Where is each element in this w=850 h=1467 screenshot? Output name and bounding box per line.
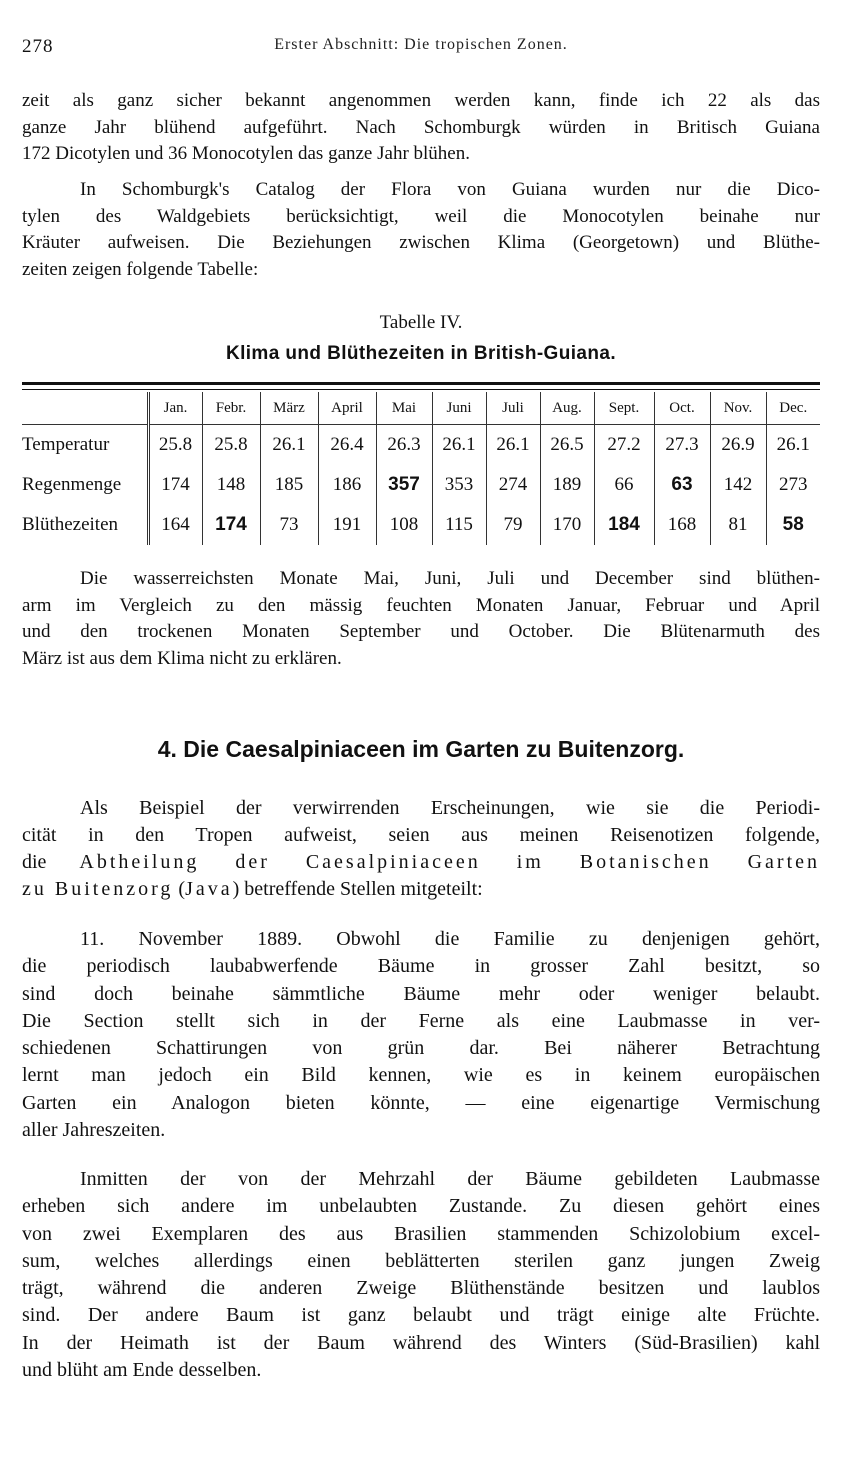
text-line xyxy=(22,876,820,903)
text-line: Inmitten der von der Mehrzahl der Bäume gebildeten Laubmasse xyxy=(80,1168,820,1190)
month-header: Juli xyxy=(486,392,540,425)
table-cell: 73 xyxy=(260,505,318,545)
text-line: tylen des Waldgebiets berücksichtigt, weil die Monocotylen beinahe nur xyxy=(22,205,820,227)
table-cell: 26.1 xyxy=(432,425,486,466)
text-line xyxy=(22,849,820,876)
text-segment: die xyxy=(22,851,80,873)
table-cell-highlight: 63 xyxy=(654,465,710,505)
text-line: trägt, während die anderen Zweige Blüthenstände besitzen und laublos xyxy=(22,1277,820,1300)
table-cell: 170 xyxy=(540,505,594,545)
month-header: Jan. xyxy=(148,392,202,425)
climate-table xyxy=(22,392,820,545)
table-cell: 26.1 xyxy=(260,425,318,466)
text-line: März ist aus dem Klima nicht zu erklären. xyxy=(22,647,342,669)
table-cell: 26.4 xyxy=(318,425,376,466)
table-header-row xyxy=(22,392,820,425)
text-line: ganze Jahr blühend aufgeführt. Nach Schomburgk würden in Britisch Guiana xyxy=(22,116,820,138)
schomburgk-paragraph xyxy=(22,177,820,283)
section-paragraph-2 xyxy=(22,926,820,1144)
row-label: Blüthezeiten xyxy=(22,505,148,545)
month-header: April xyxy=(318,392,376,425)
text-line: erheben sich andere im unbelaubten Zustande. Zu diesen gehört eines xyxy=(22,1195,820,1218)
section-paragraph-1 xyxy=(22,795,820,903)
month-header: Oct. xyxy=(654,392,710,425)
table-cell: 191 xyxy=(318,505,376,545)
text-line: In Schomburgk's Catalog der Flora von Guiana wurden nur die Dico- xyxy=(80,179,820,200)
row-label: Regenmenge xyxy=(22,465,148,505)
table-row-regenmenge xyxy=(22,465,820,505)
text-line: Kräuter aufweisen. Die Beziehungen zwischen Klima (Georgetown) und Blüthe- xyxy=(22,232,820,253)
table-cell: 148 xyxy=(202,465,260,505)
text-line: Die Section stellt sich in der Ferne als eine Laubmasse in ver- xyxy=(22,1009,820,1032)
text-line: lernt man jedoch ein Bild kennen, wie es in keinem europäischen xyxy=(22,1064,820,1087)
table-cell: 186 xyxy=(318,465,376,505)
table-cell: 108 xyxy=(376,505,432,545)
text-line: Garten ein Analogon bieten könnte, — eine eigenartige Vermischung xyxy=(22,1091,820,1114)
table-cell-highlight: 357 xyxy=(376,465,432,505)
text-line: und den trockenen Monaten September und October. Die Blütenarmuth des xyxy=(22,621,820,642)
text-segment: ) betreffende Stellen mitgeteilt: xyxy=(232,878,483,900)
table-cell: 26.5 xyxy=(540,425,594,466)
text-line: arm im Vergleich zu den mässig feuchten Monaten Januar, Februar und April xyxy=(22,594,820,616)
text-line: 172 Dicotylen und 36 Monocotylen das ganze Jahr blühen. xyxy=(22,143,470,164)
table-title: Klima und Blüthezeiten in British-Guiana. xyxy=(225,343,617,364)
table-cell: 353 xyxy=(432,465,486,505)
table-cell: 185 xyxy=(260,465,318,505)
table-cell: 274 xyxy=(486,465,540,505)
text-line: Die wasserreichsten Monate Mai, Juni, Juli und December sind blüthen- xyxy=(80,568,820,589)
month-header: Nov. xyxy=(710,392,766,425)
text-line: sind. Der andere Baum ist ganz belaubt und trägt einige alte Früchte. xyxy=(22,1304,820,1327)
intro-paragraph xyxy=(22,88,820,168)
spaced-text: zu Buitenzorg xyxy=(22,878,174,900)
table-corner xyxy=(22,392,148,425)
month-header: März xyxy=(260,392,318,425)
table-cell: 79 xyxy=(486,505,540,545)
section-paragraph-3 xyxy=(22,1166,820,1384)
month-header: Febr. xyxy=(202,392,260,425)
table-caption: Tabelle IV. xyxy=(379,312,463,333)
table-cell: 81 xyxy=(710,505,766,545)
page-number: 278 xyxy=(22,36,54,57)
table-cell: 142 xyxy=(710,465,766,505)
running-title: Erster Abschnitt: Die tropischen Zonen. xyxy=(274,36,568,53)
table-cell: 27.2 xyxy=(594,425,654,466)
page-header xyxy=(22,36,820,60)
text-line: In der Heimath ist der Baum während des Winters (Süd-Brasilien) kahl xyxy=(22,1331,820,1354)
table-cell: 174 xyxy=(148,465,202,505)
text-line: schiedenen Schattirungen von grün dar. Bei näherer Betrachtung xyxy=(22,1037,820,1060)
table-cell: 168 xyxy=(654,505,710,545)
table-cell-highlight: 174 xyxy=(202,505,260,545)
text-line: 11. November 1889. Obwohl die Familie zu denjenigen gehört, xyxy=(80,928,820,950)
text-line: und blüht am Ende desselben. xyxy=(22,1359,262,1382)
table-cell: 25.8 xyxy=(148,425,202,466)
table-cell-highlight: 58 xyxy=(766,505,820,545)
month-header: Dec. xyxy=(766,392,820,425)
spaced-text: Java xyxy=(185,878,233,900)
month-header: Aug. xyxy=(540,392,594,425)
spaced-text: Abtheilung der Caesalpiniaceen im Botanischen Garten xyxy=(79,851,820,873)
table-top-rule xyxy=(22,382,820,385)
text-line: cität in den Tropen aufweist, seien aus meinen Reisenotizen folgende, xyxy=(22,824,820,846)
month-header: Juni xyxy=(432,392,486,425)
text-line: aller Jahreszeiten. xyxy=(22,1119,166,1142)
text-line: von zwei Exemplaren des aus Brasilien stammenden Schizolobium excel- xyxy=(22,1222,820,1245)
text-line: die periodisch laubabwerfende Bäume in grosser Zahl besitzt, so xyxy=(22,955,820,978)
table-cell: 27.3 xyxy=(654,425,710,466)
table-cell: 189 xyxy=(540,465,594,505)
after-table-paragraph xyxy=(22,566,820,672)
table-top-rule-thin xyxy=(22,389,820,390)
text-segment: ( xyxy=(173,878,186,900)
table-cell: 26.9 xyxy=(710,425,766,466)
table-cell: 164 xyxy=(148,505,202,545)
table-cell: 115 xyxy=(432,505,486,545)
table-row-temperatur xyxy=(22,425,820,466)
table-cell: 66 xyxy=(594,465,654,505)
table-cell: 25.8 xyxy=(202,425,260,466)
section-heading: 4. Die Caesalpiniaceen im Garten zu Buitenzorg. xyxy=(157,736,685,762)
month-header: Mai xyxy=(376,392,432,425)
table-cell: 26.1 xyxy=(766,425,820,466)
text-line: zeiten zeigen folgende Tabelle: xyxy=(22,258,259,280)
table-cell: 26.1 xyxy=(486,425,540,466)
text-line: Als Beispiel der verwirrenden Erscheinungen, wie sie die Periodi- xyxy=(80,797,820,819)
table-cell-highlight: 184 xyxy=(594,505,654,545)
text-line: sind doch beinahe sämmtliche Bäume mehr oder weniger belaubt. xyxy=(22,982,820,1005)
text-line: zeit als ganz sicher bekannt angenommen werden kann, finde ich 22 als das xyxy=(22,90,820,111)
table-row-bluethezeiten xyxy=(22,505,820,545)
month-header: Sept. xyxy=(594,392,654,425)
text-line: sum, welches allerdings einen beblätterten sterilen ganz jungen Zweig xyxy=(22,1249,820,1272)
row-label: Temperatur xyxy=(22,425,148,466)
table-cell: 273 xyxy=(766,465,820,505)
table-cell: 26.3 xyxy=(376,425,432,466)
